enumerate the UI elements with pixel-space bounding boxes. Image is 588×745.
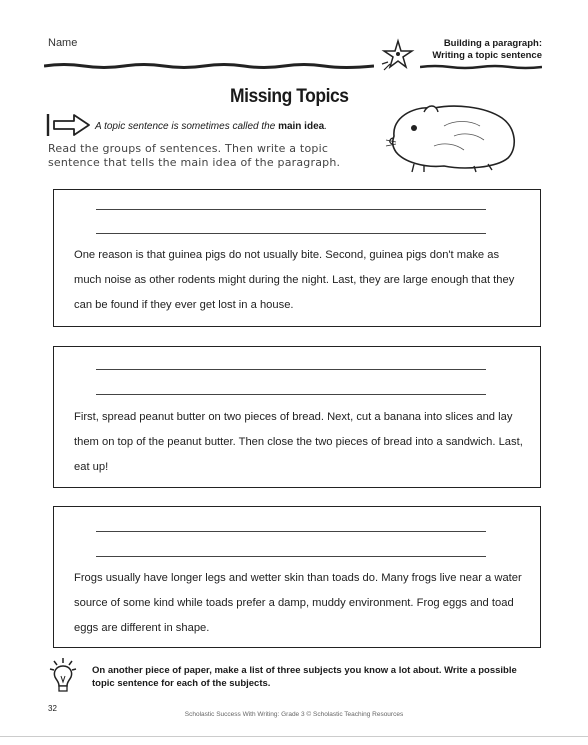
answer-line[interactable]: [96, 209, 486, 210]
exercise-box-2: [53, 346, 541, 488]
exercise-paragraph: Frogs usually have longer legs and wetter skin than toads do. Many frogs live near a water source of some kind while toads prefer a damp, muddy environment. Frog eggs and toad eggs are different in shape.: [74, 572, 522, 634]
star-icon: [380, 38, 416, 74]
answer-line[interactable]: [96, 233, 486, 234]
page-number: 32: [48, 704, 57, 713]
arrow-icon: [46, 112, 92, 138]
lightbulb-icon: [48, 656, 78, 696]
page-title: Missing Topics: [230, 86, 349, 107]
instructions: Read the groups of sentences. Then write a topic sentence that tells the main idea of the paragraph.: [48, 142, 341, 169]
exercise-paragraph: First, spread peanut butter on two pieces of bread. Next, cut a banana into slices and lay them on top of the peanut butter. Then close the two pieces of bread into a sandwich. Last, eat up!: [74, 411, 523, 473]
answer-line[interactable]: [96, 394, 486, 395]
answer-line[interactable]: [96, 531, 486, 532]
tip-after: .: [324, 121, 327, 132]
skill-line-2: Writing a topic sentence: [432, 50, 542, 61]
bottom-rule: [0, 736, 588, 737]
exercise-box-3: [53, 506, 541, 648]
answer-line[interactable]: [96, 556, 486, 557]
skill-heading: [420, 38, 542, 62]
answer-line[interactable]: [96, 369, 486, 370]
exercise-paragraph: One reason is that guinea pigs do not usually bite. Second, guinea pigs don't make as much noise as other rodents might during the night. Last, they are large enough that they can be found if they ever get lost in a house.: [74, 249, 515, 311]
tip-bold: main idea: [278, 121, 325, 132]
name-rule: [44, 62, 374, 70]
tip-before: A topic sentence is sometimes called the: [95, 121, 279, 132]
exercise-box-1: [53, 189, 541, 327]
extension-activity: On another piece of paper, make a list of three subjects you know a lot about. Write a possible topic sentence for each of the subjects.: [92, 665, 517, 689]
tip-text: [95, 121, 327, 132]
guinea-pig-icon: [384, 96, 524, 176]
name-label: Name: [48, 37, 78, 49]
footer-credit: Scholastic Success With Writing: Grade 3 © Scholastic Teaching Resources: [184, 711, 404, 718]
skill-rule: [420, 64, 542, 70]
skill-line-1: Building a paragraph:: [443, 38, 542, 49]
